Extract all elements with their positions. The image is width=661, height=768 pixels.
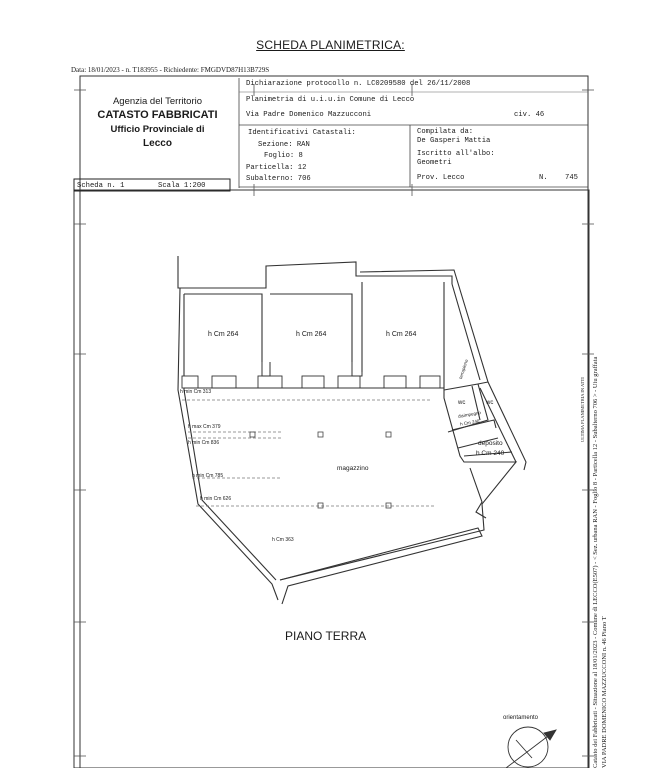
identifier-sezione: Sezione: RAN <box>258 141 310 149</box>
scheda-scale: Scala 1:200 <box>158 182 206 190</box>
room-height-1: h Cm 264 <box>208 331 239 338</box>
declaration-street: Via Padre Domenico Mazzucconi <box>246 111 372 119</box>
identifiers-heading: Identificativi Catastali: <box>248 129 356 137</box>
compiler-name: De Gasperi Mattia <box>417 137 491 145</box>
height-label-5: h min Cm 626 <box>200 496 232 502</box>
wc-label-2: wc <box>486 400 494 406</box>
deposito-height: h Cm 240 <box>476 450 505 457</box>
compass-icon <box>506 727 556 768</box>
side-text-last-plan: ULTIMA PLANIMETRIA IN ATTI <box>580 377 585 442</box>
ramp-label: terrapieno <box>458 358 470 380</box>
page-title: SCHEDA PLANIMETRICA: <box>256 38 405 52</box>
declaration-plan: Planimetria di u.i.u.in Comune di Lecco <box>246 96 415 104</box>
compiler-n-value: 745 <box>565 174 578 182</box>
height-label-3: h min Cm 836 <box>188 440 220 446</box>
disimpegno-height: h Cm 240 <box>459 418 480 427</box>
agency-city: Lecco <box>143 138 172 149</box>
scheda-label: Scheda n. 1 <box>77 182 125 190</box>
height-label-6: h Cm 363 <box>272 537 294 543</box>
side-text-address: VIA PADRE DOMENICO MAZZUCCONI n. 46 Piano T <box>601 616 608 768</box>
compiler-prov: Prov. Lecco <box>417 174 465 182</box>
identifier-particella: Particella: 12 <box>246 164 307 172</box>
identifier-foglio: Foglio: 8 <box>264 152 303 160</box>
wc-label-1: wc <box>458 400 466 406</box>
room-height-2: h Cm 264 <box>296 331 327 338</box>
disimpegno-label: disimpegno <box>457 410 482 419</box>
orientation-label: orientamento <box>503 715 539 721</box>
albo-value: Geometri <box>417 159 452 167</box>
agency-catasto: CATASTO FABBRICATI <box>97 109 218 121</box>
height-label-4: h min Cm 785 <box>192 473 224 479</box>
side-text-situation: Catasto dei Fabbricati - Situazione al 18/01/2023 - Comune di LECCO(E507) - < Sez. urbana RAN - Foglio 8 - Particella 12 - Subalterno 706 > - Uiu graffata <box>592 356 599 768</box>
height-label-1: h min Cm 313 <box>180 389 212 395</box>
agency-office: Ufficio Provinciale di <box>110 124 205 135</box>
compiler-heading: Compilata da: <box>417 128 474 136</box>
room-height-3: h Cm 264 <box>386 331 417 338</box>
magazzino-label: magazzino <box>337 465 369 472</box>
floor-plan <box>178 256 526 604</box>
height-label-2: h max Cm 379 <box>188 424 221 430</box>
albo-heading: Iscritto all'albo: <box>417 150 495 158</box>
declaration-protocol: Dichiarazione protocollo n. LC0209580 del 26/11/2008 <box>246 80 471 88</box>
floor-label: PIANO TERRA <box>285 629 367 643</box>
compiler-n-label: N. <box>539 174 548 182</box>
request-meta: Data: 18/01/2023 - n. T183955 - Richiedente: FMGDVD87H13B729S <box>71 66 270 74</box>
identifier-subalterno: Subalterno: 706 <box>246 175 311 183</box>
declaration-civ: civ. 46 <box>514 111 545 119</box>
agency-name: Agenzia del Territorio <box>112 96 203 107</box>
deposito-label: deposito <box>478 440 503 447</box>
